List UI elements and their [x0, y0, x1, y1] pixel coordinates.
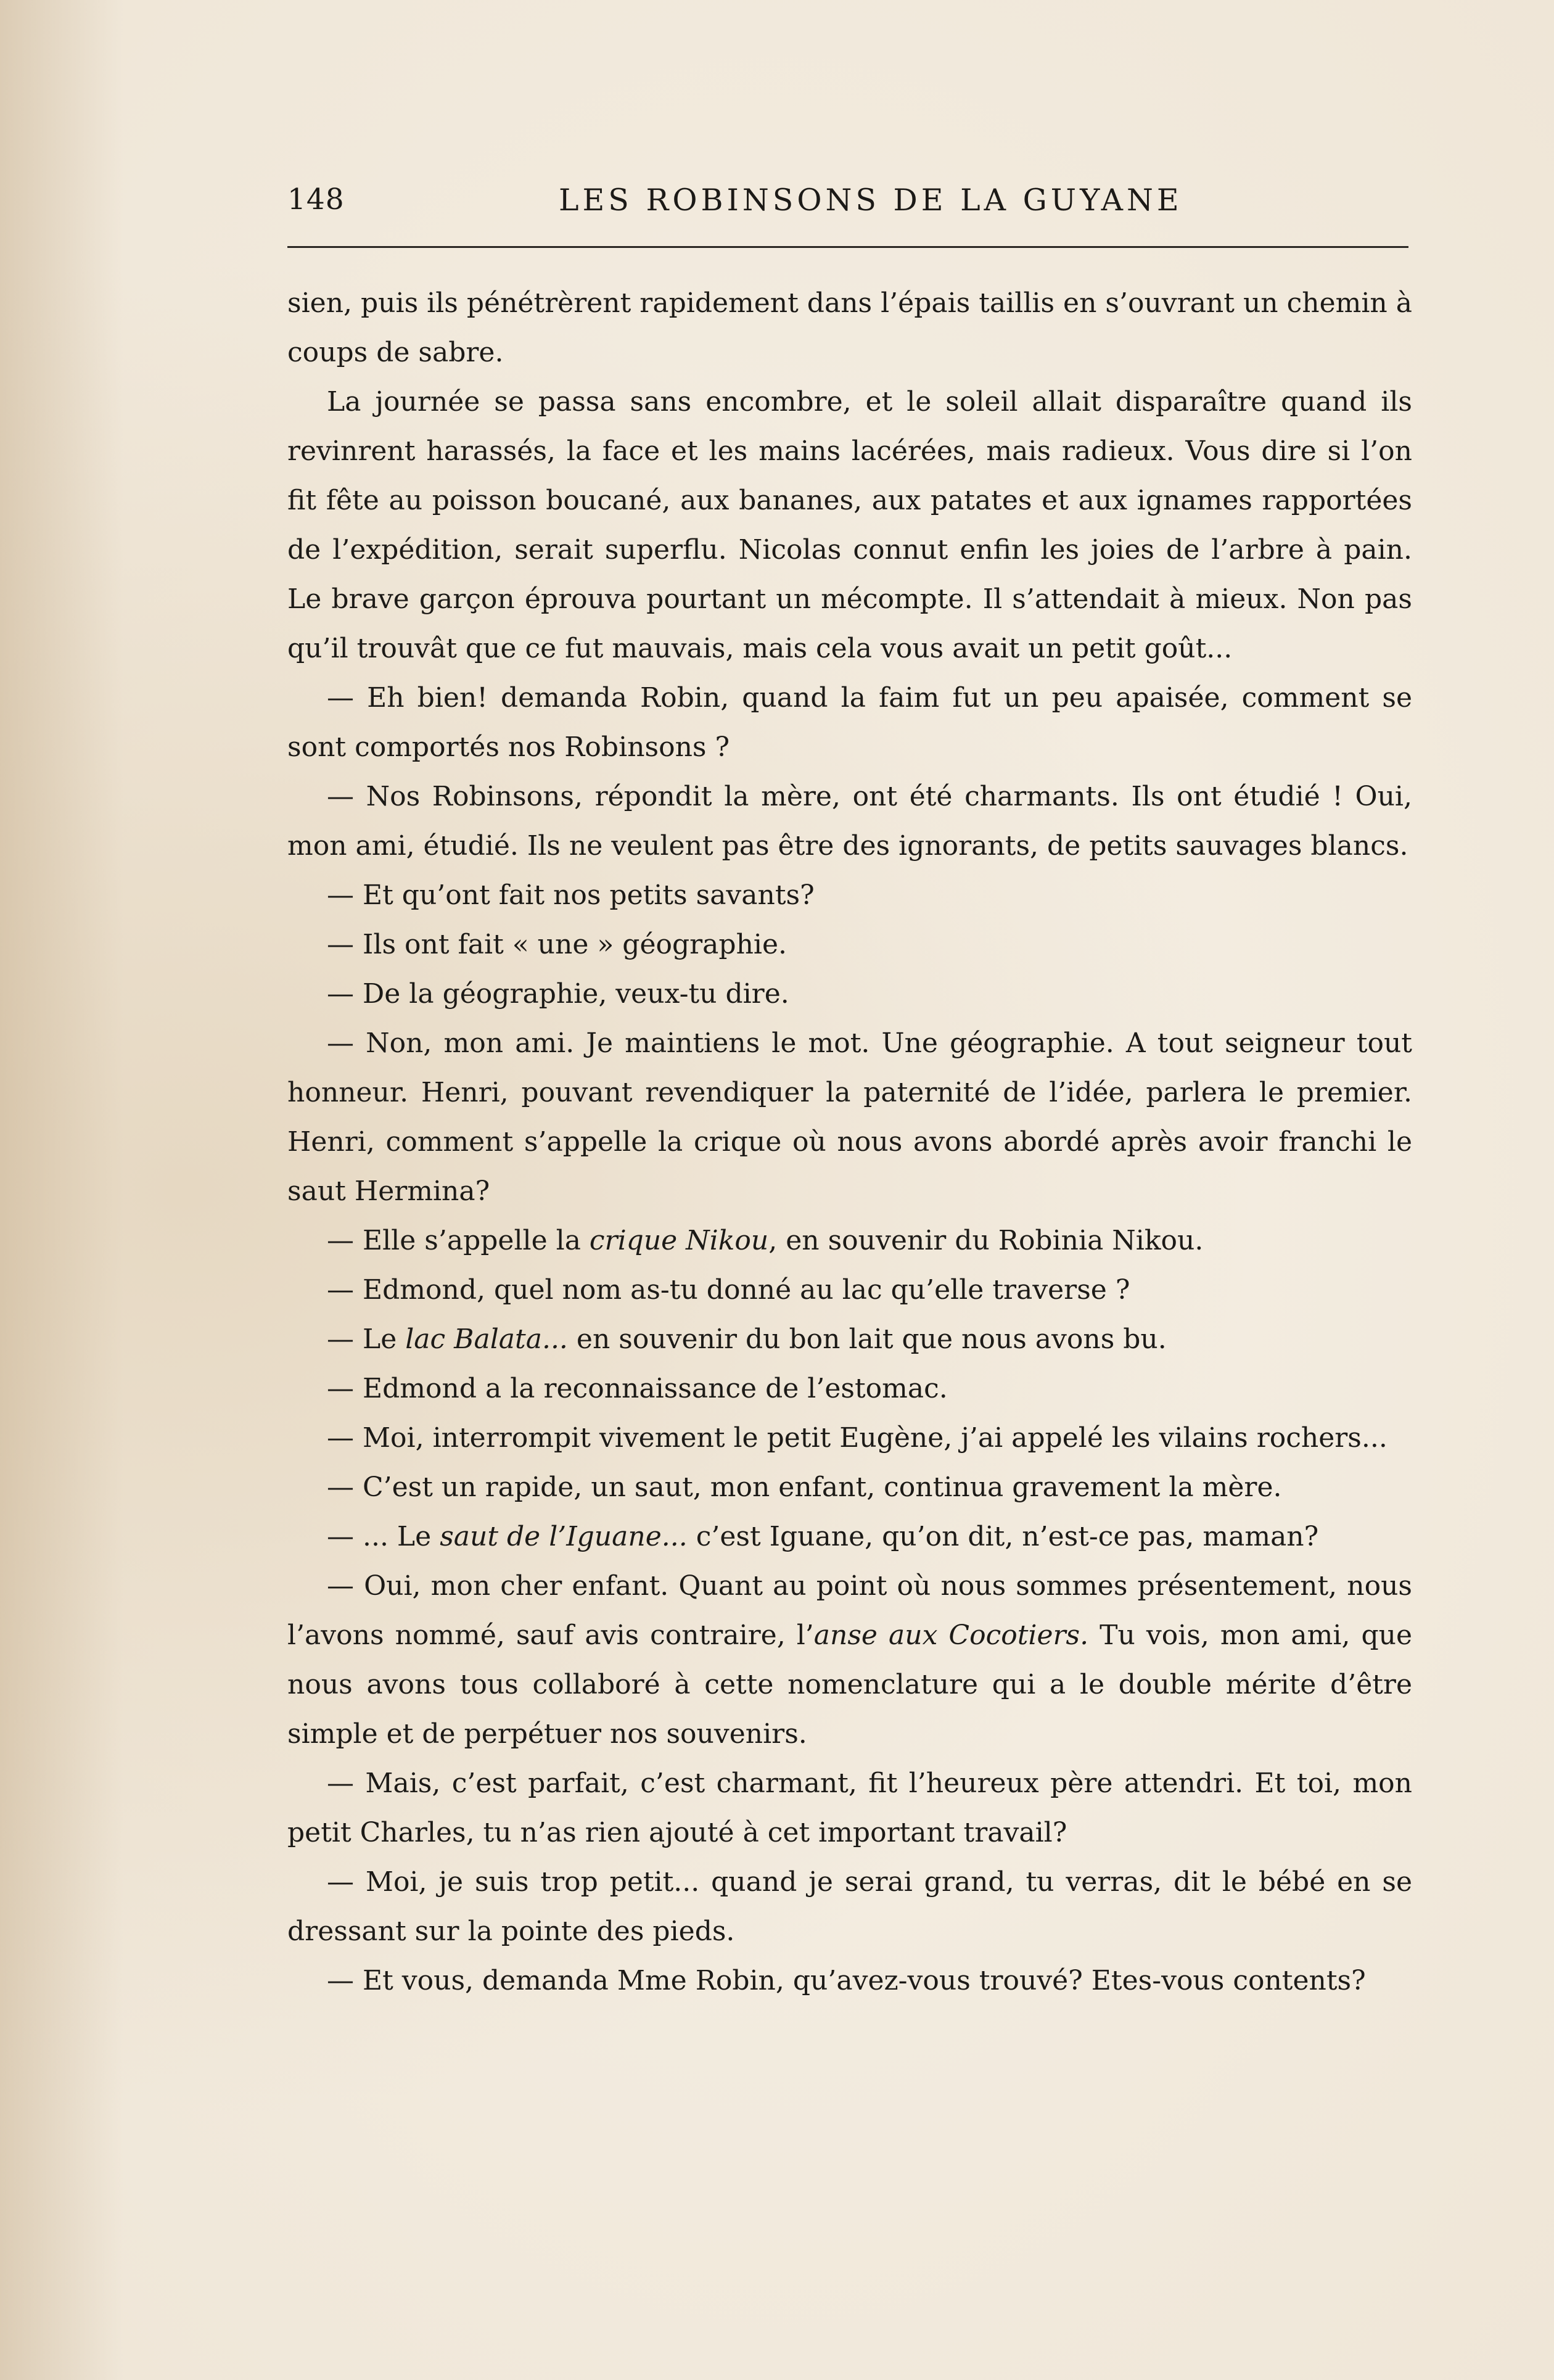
text-run: — Elle s’appelle la	[327, 1225, 590, 1256]
running-title: LES ROBINSONS DE LA GUYANE	[559, 183, 1183, 218]
paragraph	[287, 1216, 1412, 1266]
paragraph: — C’est un rapide, un saut, mon enfant, continua gravement la mère.	[327, 1472, 1282, 1503]
paragraph: La journée se passa sans encombre, et le soleil allait disparaître quand ils revinrent harassés, la face et les mains lacérées, mais radieux. Vous dire si l’on fit fête au poisson boucané, aux bananes, aux patates et aux ignames rapportées de l’expédition, serait superflu. Nicolas connut enfin les joies de l’arbre à pain. Le brave garçon éprouva pourtant un mécompte. Il s’attendait à mieux. Non pas qu’il trouvât que ce fut mauvais, mais cela vous avait un petit goût...	[287, 386, 1412, 664]
running-header	[287, 183, 1408, 226]
paragraph: — De la géographie, veux-tu dire.	[327, 978, 789, 1010]
text-run: en souvenir du bon lait que nous avons bu.	[567, 1324, 1167, 1355]
text-run: , en souvenir du Robinia Nikou.	[768, 1225, 1204, 1256]
page-edge-stain	[0, 0, 123, 2380]
place-name: saut de l’Iguane...	[440, 1521, 688, 1552]
paragraph	[287, 1512, 1412, 1562]
paragraph: — Ils ont fait « une » géographie.	[327, 929, 787, 960]
paragraph: — Eh bien! demanda Robin, quand la faim fut un peu apaisée, comment se sont comportés nos Robinsons ?	[287, 682, 1412, 763]
paragraph: — Nos Robinsons, répondit la mère, ont été charmants. Ils ont étudié ! Oui, mon ami, étudié. Ils ne veulent pas être des ignorants, de petits sauvages blancs.	[287, 781, 1412, 862]
body-text	[287, 279, 1412, 2006]
place-name: lac Balata...	[405, 1324, 568, 1355]
text-run: — Oui, mon cher enfant. Quant au point où nous sommes présentement, nous l’avons nommé, sauf avis contraire, l’	[287, 1570, 1412, 1651]
paragraph	[287, 1562, 1412, 1759]
text-run: — Le	[327, 1324, 406, 1355]
paragraph: — Et vous, demanda Mme Robin, qu’avez-vous trouvé? Etes-vous contents?	[327, 1965, 1366, 1996]
paragraph: — Moi, interrompit vivement le petit Eugène, j’ai appelé les vilains rochers...	[327, 1422, 1388, 1454]
paragraph: — Moi, je suis trop petit... quand je serai grand, tu verras, dit le bébé en se dressant sur la pointe des pieds.	[287, 1866, 1412, 1947]
text-run: c’est Iguane, qu’on dit, n’est-ce pas, maman?	[687, 1521, 1319, 1552]
place-name: crique Nikou	[589, 1225, 769, 1256]
place-name: anse aux Cocotiers.	[813, 1620, 1089, 1651]
text-run: — ... Le	[327, 1521, 440, 1552]
header-rule	[287, 246, 1408, 248]
text-run: Tu vois, mon ami, que nous avons tous collaboré à cette nomenclature qui a le double mérite d’être simple et de perpétuer nos souvenirs.	[287, 1620, 1412, 1750]
paragraph: — Et qu’ont fait nos petits savants?	[327, 879, 815, 911]
paragraph	[287, 1315, 1412, 1364]
paragraph: — Edmond a la reconnaissance de l’estomac.	[327, 1373, 948, 1404]
paragraph: — Non, mon ami. Je maintiens le mot. Une géographie. A tout seigneur tout honneur. Henri, pouvant revendiquer la paternité de l’idée, parlera le premier. Henri, comment s’appelle la crique où nous avons abordé après avoir franchi le saut Hermina?	[287, 1027, 1412, 1207]
page-number: 148	[287, 183, 345, 216]
paragraph: — Mais, c’est parfait, c’est charmant, fit l’heureux père attendri. Et toi, mon petit Charles, tu n’as rien ajouté à cet important travail?	[287, 1768, 1412, 1848]
paragraph: — Edmond, quel nom as-tu donné au lac qu’elle traverse ?	[327, 1274, 1130, 1306]
paragraph: sien, puis ils pénétrèrent rapidement dans l’épais taillis en s’ouvrant un chemin à coups de sabre.	[287, 287, 1412, 368]
